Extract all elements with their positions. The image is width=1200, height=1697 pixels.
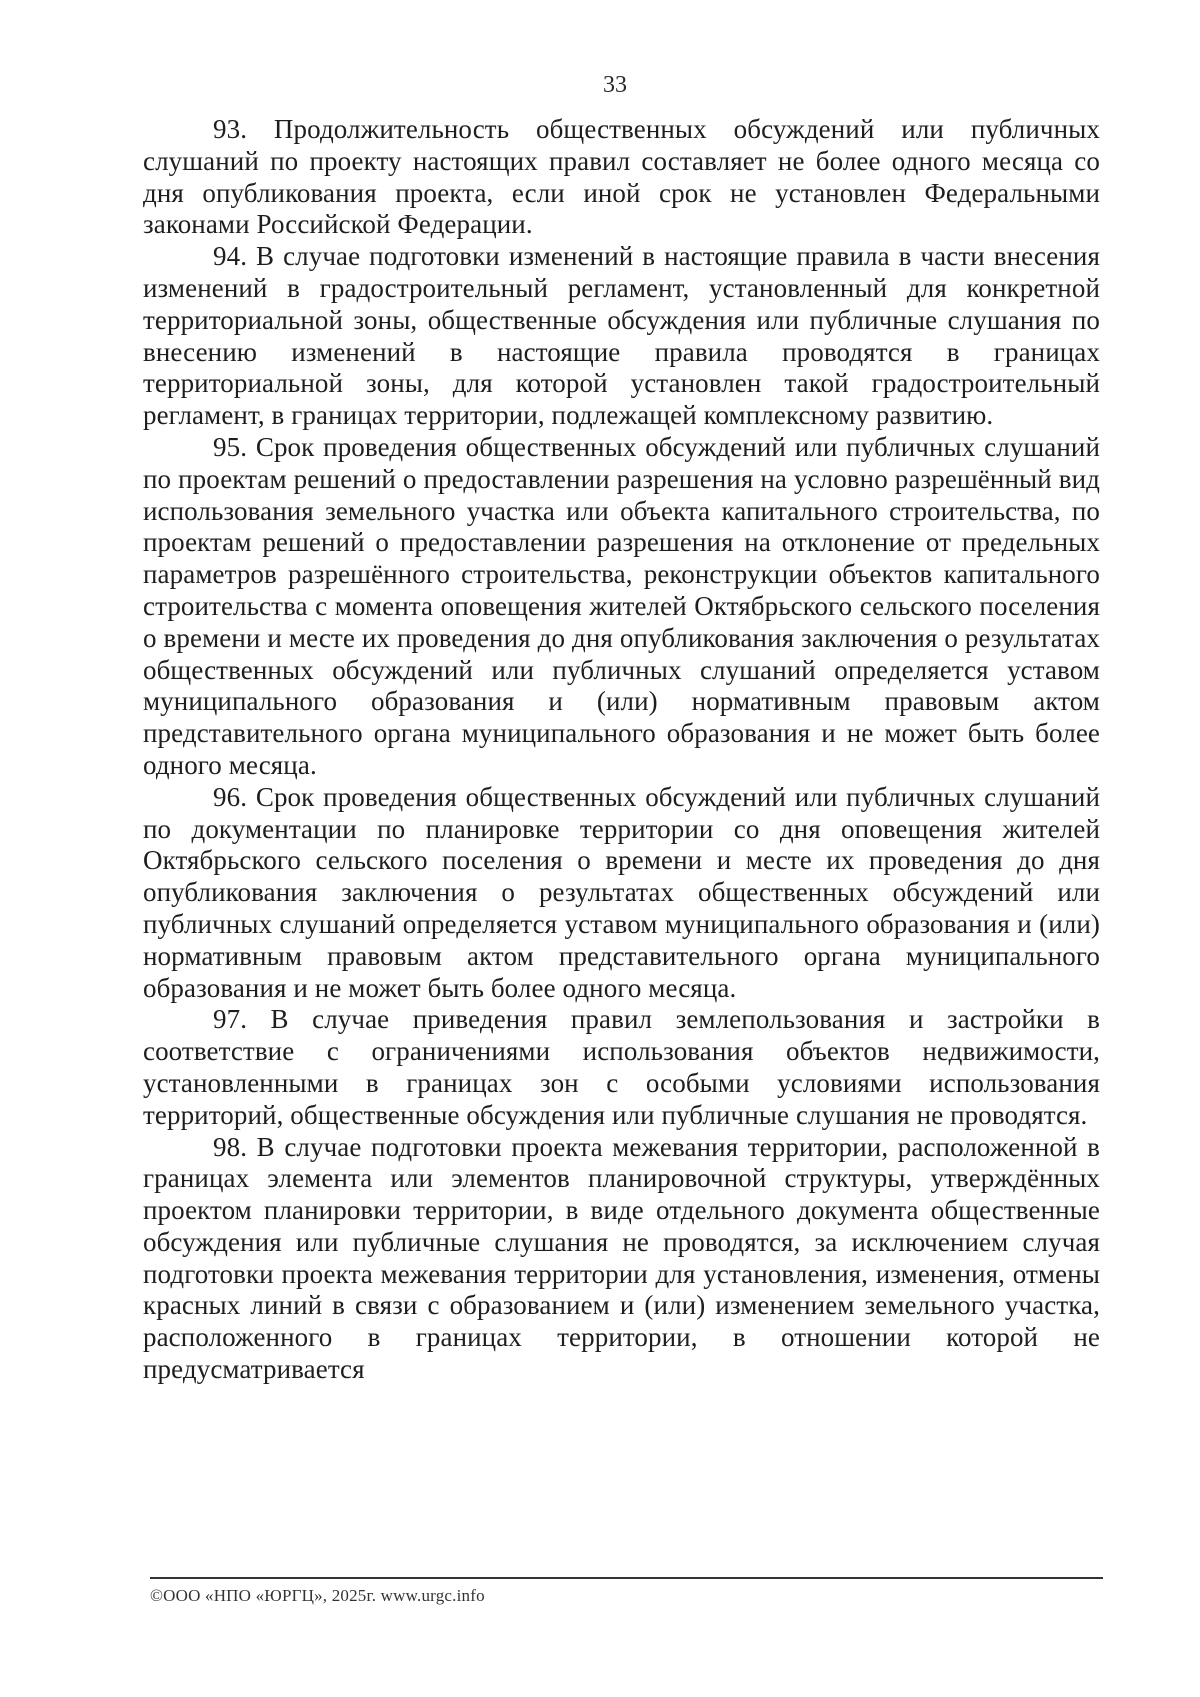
paragraph-94: 94. В случае подготовки изменений в настоящие правила в части внесения изменений в градостроительный регламент, установленный для конкретной территориальной зоны, общественные обсуждения или публичные слушания по внесению изменений в настоящие правила проводятся в границах территориальной зоны, для которой установлен такой градостроительный регламент, в границах территории, подлежащей комплексному развитию.: [143, 241, 1100, 431]
paragraph-95: 95. Срок проведения общественных обсуждений или публичных слушаний по проектам решений о предоставлении разрешения на условно разрешённый вид использования земельного участка или объекта капитального строительства, по проектам решений о предоставлении разрешения на отклонение от предельных параметров разрешённого строительства, реконструкции объектов капитального строительства с момента оповещения жителей Октябрьского сельского поселения о времени и месте их проведения до дня опубликования заключения о результатах общественных обсуждений или публичных слушаний определяется уставом муниципального образования и (или) нормативным правовым актом представительного органа муниципального образования и не может быть более одного месяца.: [143, 431, 1100, 780]
footer-copyright: ©ООО «НПО «ЮРГЦ», 2025г. www.urgc.info: [150, 1586, 485, 1605]
document-body: [143, 114, 1100, 1386]
page-number: 33: [603, 72, 627, 98]
paragraph-97: 97. В случае приведения правил землепользования и застройки в соответствие с ограничениями использования объектов недвижимости, установленными в границах зон с особыми условиями использования территорий, общественные обсуждения или публичные слушания не проводятся.: [143, 1004, 1100, 1130]
paragraph-98: 98. В случае подготовки проекта межевания территории, расположенной в границах элемента или элементов планировочной структуры, утверждённых проектом планировки территории, в виде отдельного документа общественные обсуждения или публичные слушания не проводятся, за исключением случая подготовки проекта межевания территории для установления, изменения, отмены красных линий в связи с образованием и (или) изменением земельного участка, расположенного в границах территории, в отношении которой не предусматривается: [143, 1131, 1100, 1385]
paragraph-96: 96. Срок проведения общественных обсуждений или публичных слушаний по документации по планировке территории со дня оповещения жителей Октябрьского сельского поселения о времени и месте их проведения до дня опубликования заключения о результатах общественных обсуждений или публичных слушаний определяется уставом муниципального образования и (или) нормативным правовым актом представительного органа муниципального образования и не может быть более одного месяца.: [143, 781, 1100, 1003]
footer-divider: [150, 1577, 1103, 1579]
paragraph-93: 93. Продолжительность общественных обсуждений или публичных слушаний по проекту настоящих правил составляет не более одного месяца со дня опубликования проекта, если иной срок не установлен Федеральными законами Российской Федерации.: [143, 114, 1100, 240]
